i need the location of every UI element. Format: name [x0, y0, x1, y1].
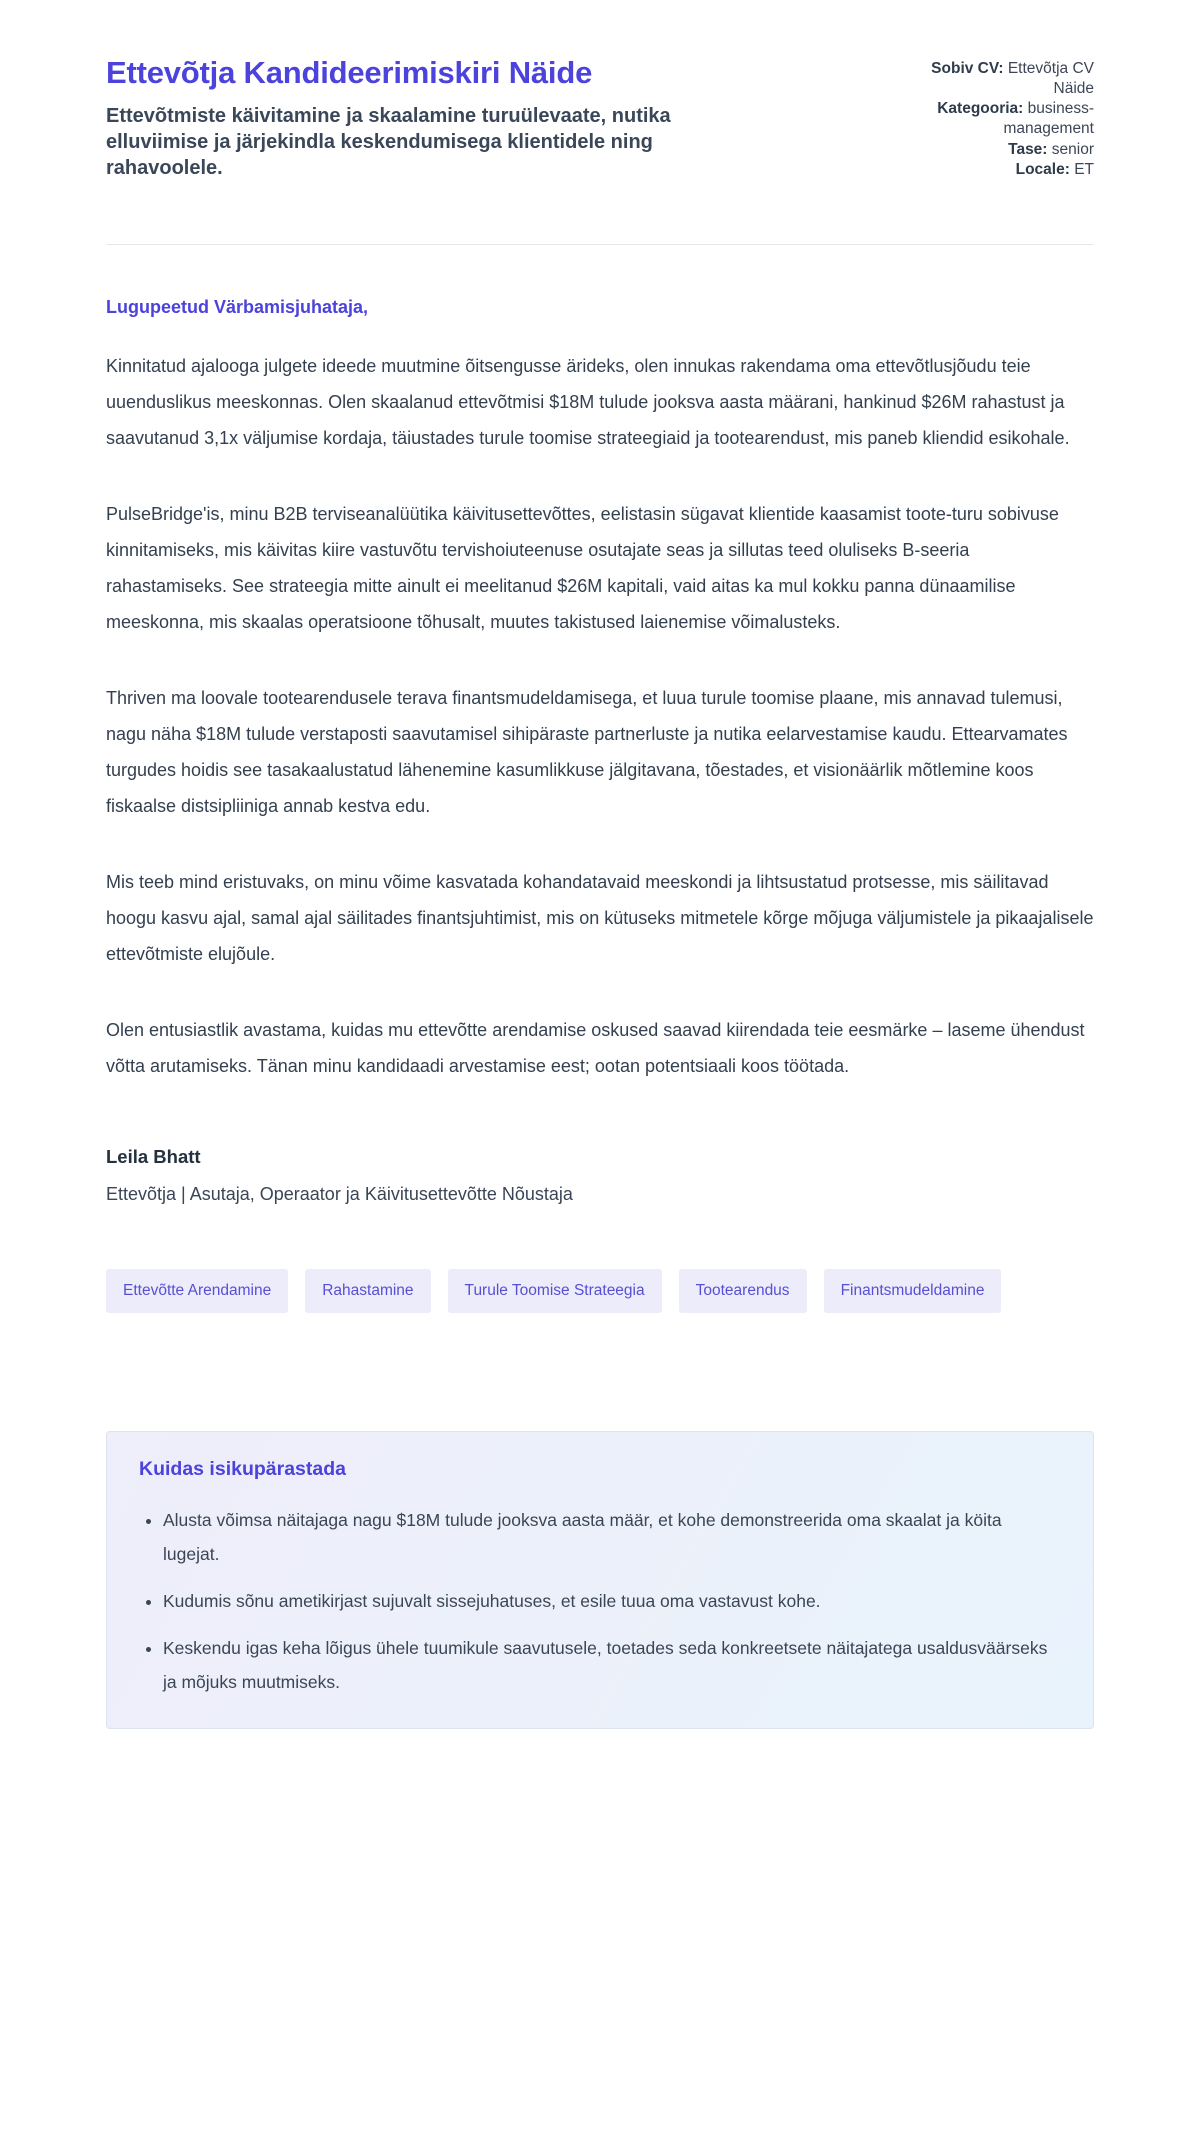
meta-locale-value: ET — [1074, 160, 1094, 178]
tag-chip: Rahastamine — [305, 1269, 430, 1313]
meta-matching-cv — [889, 59, 1094, 99]
signature-name: Leila Bhatt — [106, 1145, 201, 1167]
meta-level — [889, 140, 1094, 160]
meta-category-label: Kategooria: — [937, 100, 1024, 118]
tag-chip: Turule Toomise Strateegia — [448, 1269, 662, 1313]
tips-callout — [106, 1431, 1094, 1729]
meta-panel — [889, 55, 1094, 180]
letter-paragraph: Thriven ma loovale tootearendusele terava finantsmudeldamisega, et luua turule toomise plaane, mis annavad tulemusi, nagu näha $18M tulude verstaposti saavutamisel sihipäraste partnerluste ja nutika eelarvestamise kaudu. Ettearvamates turgudes hoidis see tasakaalustatud lähenemine kasumlikkuse jälgitavana, tõestades, et visionäärlik mõtlemine koos fiskaalse distsipliiniga annab kestva edu. — [106, 687, 1068, 816]
meta-category — [889, 99, 1094, 139]
meta-locale — [889, 160, 1094, 180]
divider — [106, 244, 1094, 245]
meta-locale-label: Locale: — [1015, 160, 1070, 178]
tag-chip: Ettevõtte Arendamine — [106, 1269, 288, 1313]
header-title-block — [106, 55, 806, 182]
cover-letter-page — [106, 0, 1094, 1799]
letter-paragraph: Olen entusiastlik avastama, kuidas mu ettevõtte arendamise oskused saavad kiirendada teie eesmärke – laseme ühendust võtta arutamiseks. Tänan minu kandidaadi arvestamise eest; ootan potentsiaali koos töötada. — [106, 1019, 1085, 1076]
signature-role: Ettevõtja | Asutaja, Operaator ja Käivitusettevõtte Nõustaja — [106, 1183, 573, 1204]
meta-matching-cv-label: Sobiv CV: — [931, 60, 1004, 77]
letter-paragraph: Mis teeb mind eristuvaks, on minu võime kasvatada kohandatavaid meeskondi ja lihtsustatud protsesse, mis säilitavad hoogu kasvu ajal, samal ajal säilitades finantsjuhtimist, mis on kütuseks mitmetele kõrge mõjuga väljumistele ja pikaajalisele ettevõtmiste elujõule. — [106, 871, 1094, 964]
tips-list — [139, 1503, 1061, 1700]
tag-list — [106, 1269, 1094, 1313]
tag-chip: Finantsmudeldamine — [824, 1269, 1002, 1313]
header — [106, 55, 1094, 182]
tips-title: Kuidas isikupärastada — [139, 1457, 346, 1480]
letter-paragraph: PulseBridge'is, minu B2B terviseanalüütika käivitusettevõttes, eelistasin sügavat klientide kaasamist toote-turu sobivuse kinnitamiseks, mis käivitas kiire vastuvõtu tervishoiuteenuse osutajate seas ja sillutas teed oluliseks B-seeria rahastamiseks. See strateegia mitte ainult ei meelitanud $26M kapitali, vaid aitas ka mul kokku panna dünaamilise meeskonna, mis skaalas operatsioone tõhusalt, muutes takistused laienemise võimalusteks. — [106, 503, 1059, 632]
page-title: Ettevõtja Kandideerimiskiri Näide — [106, 55, 593, 90]
tip-item: • Kudumis sõnu ametikirjast sujuvalt sissejuhatuses, et esile tuua oma vastavust kohe. — [163, 1584, 1061, 1618]
meta-level-label: Tase: — [1008, 140, 1048, 158]
page-subtitle: Ettevõtmiste käivitamine ja skaalamine turuülevaate, nutika elluviimise ja järjekindla keskendumisega klientidele ning rahavoolele. — [106, 104, 671, 180]
letter-paragraph: Kinnitatud ajalooga julgete ideede muutmine õitsengusse ärideks, olen innukas rakendama oma ettevõtlusjõudu teie uuenduslikus meeskonnas. Olen skaalanud ettevõtmisi $18M tulude jooksva aasta määrani, hankinud $26M rahastust ja saavutanud 3,1x väljumise kordaja, täiustades turule toomise strateegiaid ja tootearendust, mis paneb kliendid esikohale. — [106, 355, 1070, 448]
tip-item: • Keskendu igas keha lõigus ühele tuumikule saavutusele, toetades seda konkreetsete näitajatega usaldusväärseks ja mõjuks muutmiseks. — [163, 1631, 1061, 1699]
tag-chip: Tootearendus — [679, 1269, 807, 1313]
tip-item: • Alusta võimsa näitajaga nagu $18M tulude jooksva aasta määr, et kohe demonstreerida oma skaalat ja köita lugejat. — [163, 1503, 1061, 1571]
greeting: Lugupeetud Värbamisjuhataja, — [106, 296, 369, 317]
meta-matching-cv-value: Ettevõtja CV Näide — [1007, 60, 1094, 98]
meta-level-value: senior — [1051, 140, 1094, 158]
letter-body — [106, 297, 1094, 1205]
meta-category-value: business-management — [1003, 100, 1094, 138]
